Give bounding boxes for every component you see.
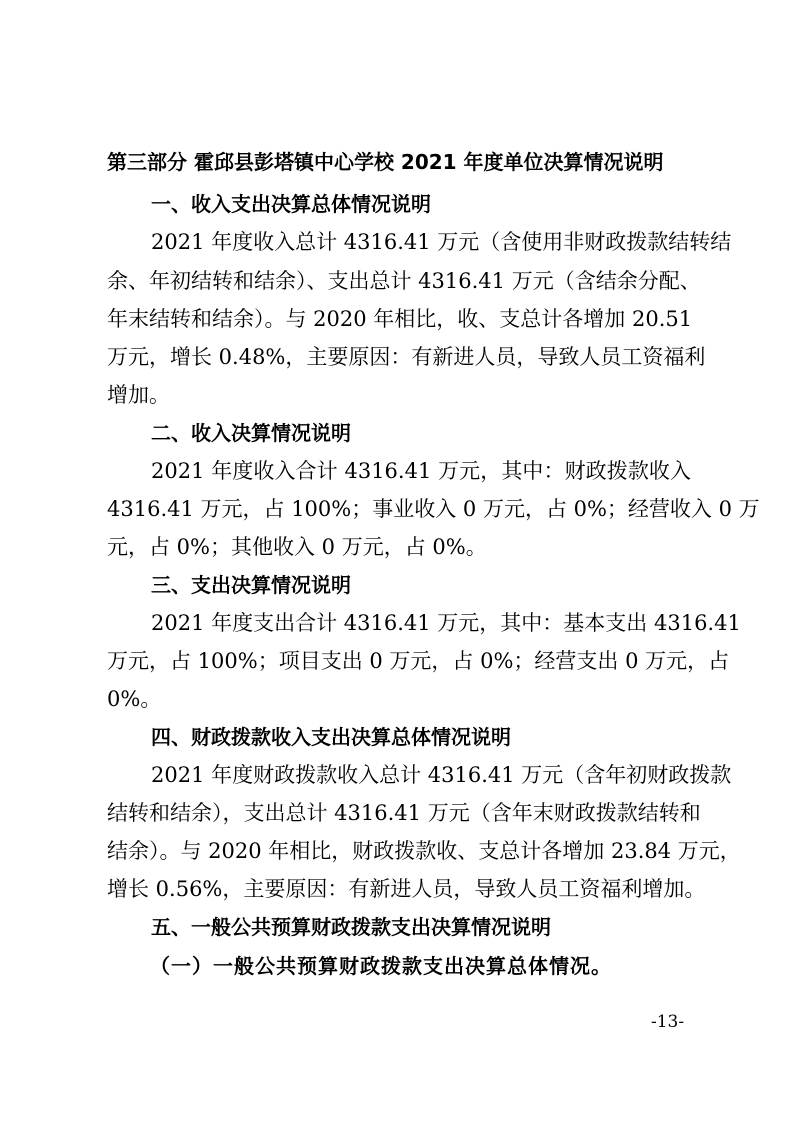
section-2-heading: 二、收入决算情况说明 bbox=[151, 421, 351, 445]
section-1-line-5: 增加。 bbox=[107, 383, 170, 407]
section-4-line-3: 结余）。与 2020 年相比，财政拨款收、支总计各增加 23.84 万元， bbox=[107, 839, 741, 863]
section-1-line-2: 余、年初结转和结余）、支出总计 4316.41 万元（含结余分配、 bbox=[107, 269, 701, 293]
section-4-line-1: 2021 年度财政拨款收入总计 4316.41 万元（含年初财政拨款 bbox=[151, 763, 732, 787]
section-1-line-3: 年末结转和结余）。与 2020 年相比，收、支总计各增加 20.51 bbox=[107, 307, 693, 331]
section-1-line-4: 万元，增长 0.48%，主要原因：有新进人员，导致人员工资福利 bbox=[107, 345, 706, 369]
subsection-1-heading: （一）一般公共预算财政拨款支出决算总体情况。 bbox=[150, 954, 612, 978]
page-title: 第三部分 霍邱县彭塔镇中心学校 2021 年度单位决算情况说明 bbox=[107, 150, 664, 174]
section-4-line-4: 增长 0.56%，主要原因：有新进人员，导致人员工资福利增加。 bbox=[107, 877, 706, 901]
section-5-heading: 五、一般公共预算财政拨款支出决算情况说明 bbox=[151, 915, 551, 939]
section-2-line-1: 2021 年度收入合计 4316.41 万元，其中：财政拨款收入 bbox=[151, 459, 691, 483]
section-2-line-2: 4316.41 万元，占 100%；事业收入 0 万元，占 0%；经营收入 0 万 bbox=[107, 497, 760, 521]
page-number: -13- bbox=[651, 1012, 685, 1032]
section-4-line-2: 结转和结余），支出总计 4316.41 万元（含年末财政拨款结转和 bbox=[107, 801, 701, 825]
section-2-line-3: 元，占 0%；其他收入 0 万元，占 0%。 bbox=[107, 535, 487, 559]
section-4-heading: 四、财政拨款收入支出决算总体情况说明 bbox=[151, 725, 511, 749]
section-3-line-1: 2021 年度支出合计 4316.41 万元，其中：基本支出 4316.41 bbox=[151, 611, 741, 635]
section-1-heading: 一、收入支出决算总体情况说明 bbox=[151, 192, 431, 216]
section-3-heading: 三、支出决算情况说明 bbox=[151, 573, 351, 597]
section-3-line-3: 0%。 bbox=[107, 687, 162, 711]
section-3-line-2: 万元，占 100%；项目支出 0 万元，占 0%；经营支出 0 万元，占 bbox=[107, 649, 730, 673]
section-1-line-1: 2021 年度收入总计 4316.41 万元（含使用非财政拨款结转结 bbox=[151, 230, 732, 254]
